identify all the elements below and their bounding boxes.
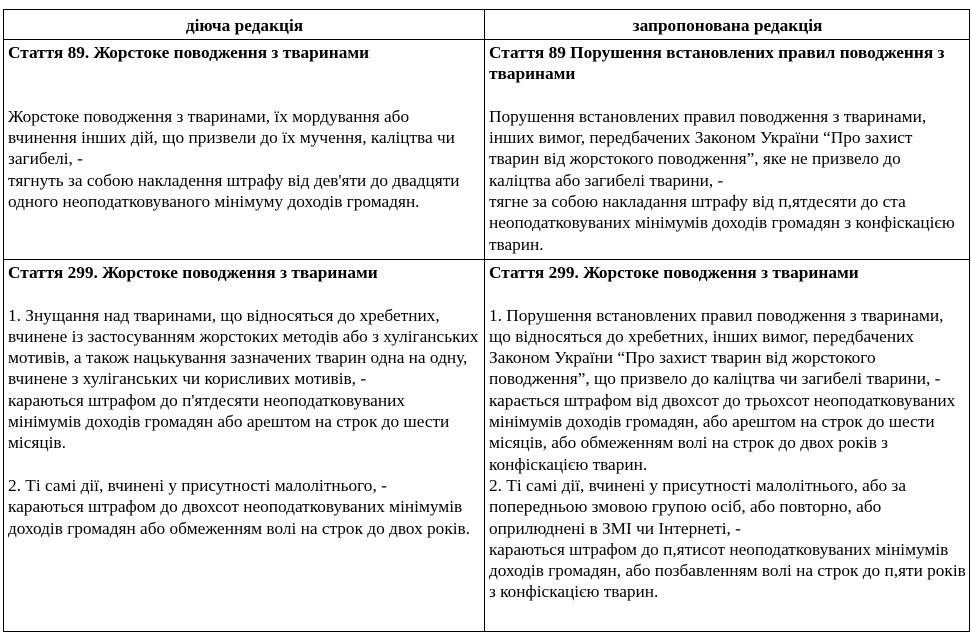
article-paragraph: Порушення встановлених правил поводження з тваринами, інших вимог, передбачених Законом України “Про захист тварин від жорстокого поводження”, яке не призвело до каліцтва або загибелі тварини, - [489,106,927,190]
article-title: Стаття 299. Жорстоке поводження з тваринами [489,263,859,282]
header-proposed-version: запропонована редакція [485,10,970,40]
article-title: Стаття 89 Порушення встановлених правил поводження з тваринами [489,43,945,84]
article-paragraph: тягне за собою накладання штрафу від п,ятдесяти до ста неоподатковуваних мінімумів доходів громадян з конфіскацією тварин. [489,192,955,254]
article-paragraph: караються штрафом до п'ятдесяти неоподатковуваних мінімумів доходів громадян або арештом на строк до шести місяців. [8,390,450,453]
cell-proposed-article-89 [485,40,970,260]
table-row [4,40,970,260]
article-paragraph: тягнуть за собою накладення штрафу від дев'яти до двадцяти одного неоподатковуваного мінімуму доходів громадян. [8,170,460,212]
table-row [4,260,970,632]
article-paragraph: Жорстоке поводження з тваринами, їх мордування або вчинення інших дій, що призвели до їх мучення, каліцтва чи загибелі, - [8,106,455,169]
cell-proposed-article-299 [485,260,970,632]
cell-current-article-89 [4,40,485,260]
article-paragraph: 1. Порушення встановлених правил поводження з тваринами, що відносяться до хребетних, інших вимог, передбачених Законом України “Про захист тварин від жорстокого поводження”, що призвело до каліцтва чи загибелі тварини, - [489,305,944,389]
article-paragraph: карається штрафом від двохсот до трьохсот неоподатковуваних мінімумів доходів громадян, або арештом на строк до шести місяців, або обмеженням волі на строк до двох років з конфіскацією тварин. [489,390,956,474]
article-paragraph: караються штрафом до п,ятисот неоподатковуваних мінімумів доходів громадян, або позбавленням волі на строк до п,яти років з конфіскацією тварин. [489,539,966,602]
article-title: Стаття 299. Жорстоке поводження з тваринами [8,263,378,282]
article-paragraph: 1. Знущання над тваринами, що відносяться до хребетних, вчинене із застосуванням жорстоких методів або з хуліганських мотивів, а також нацькування зазначених тварин одна на одну, вчинене з хуліганських чи корисливих мотивів, - [8,305,479,389]
table-header-row [4,10,970,40]
article-title: Стаття 89. Жорстоке поводження з тваринами [8,43,370,62]
article-paragraph: 2. Ті самі дії, вчинені у присутності малолітнього, або за попередньою змовою групою осіб, або повторно, або оприлюднені в ЗМІ чи Інтернеті, - [489,475,907,538]
cell-current-article-299 [4,260,485,632]
article-paragraph: караються штрафом до двохсот неоподатковуваних мінімумів доходів громадян або обмеженням волі на строк до двох років. [8,497,471,538]
header-current-version: діюча редакція [4,10,485,40]
comparison-table [3,9,970,632]
article-paragraph: 2. Ті самі дії, вчинені у присутності малолітнього, - [8,475,387,495]
